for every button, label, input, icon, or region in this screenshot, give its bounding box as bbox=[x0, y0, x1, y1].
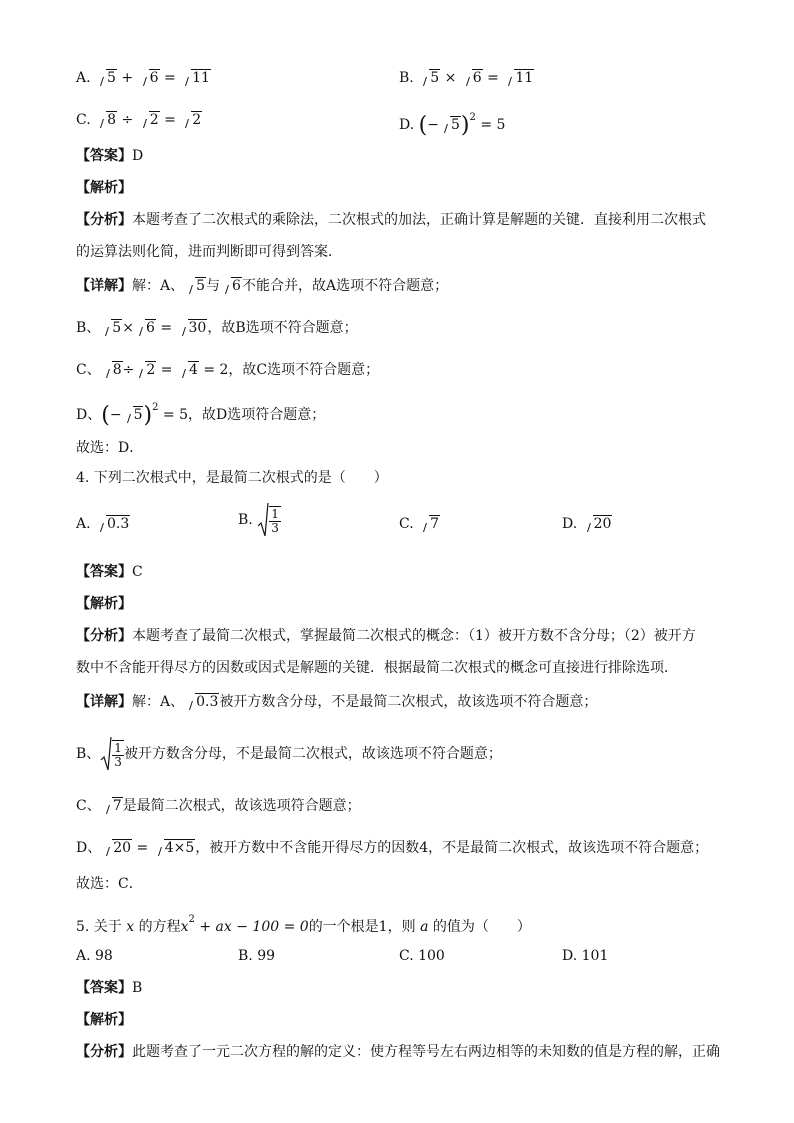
text: B、 bbox=[76, 746, 101, 762]
q4-xiangjie-d bbox=[76, 838, 708, 858]
fenxi-text: 本题考查了最简二次根式，掌握最简二次根式的概念：（1）被开方数不含分母；（2）被开方 bbox=[132, 628, 696, 644]
sqrt-icon bbox=[96, 515, 130, 532]
radicand: 20 bbox=[593, 516, 612, 532]
radicand: 20 bbox=[113, 840, 132, 856]
xiangjie-tag: 【详解】 bbox=[76, 278, 132, 294]
q3-conclusion: 故选：D． bbox=[76, 440, 144, 456]
q4-xiangjie-c bbox=[76, 796, 361, 816]
sqrt-icon bbox=[102, 361, 123, 378]
option-label: B. bbox=[399, 70, 414, 86]
sqrt-icon bbox=[139, 111, 160, 128]
q5-option-b: B. 99 bbox=[238, 948, 276, 964]
q4-options bbox=[0, 506, 794, 548]
radicand: 6 bbox=[232, 278, 241, 294]
radicand: 11 bbox=[515, 70, 534, 86]
text: B、 bbox=[76, 320, 101, 336]
q4-conclusion: 故选：C． bbox=[76, 876, 143, 892]
fenxi-tag: 【分析】 bbox=[76, 1044, 132, 1060]
sqrt-icon bbox=[185, 277, 206, 294]
sqrt-icon bbox=[462, 69, 483, 86]
fenxi-text: 此题考查了一元二次方程的解的定义：使方程等号左右两边相等的未知数的值是方程的解，正确 bbox=[132, 1044, 720, 1060]
result: = 5 bbox=[480, 117, 506, 133]
answer-tag: 【答案】 bbox=[76, 148, 132, 164]
text: 不能合并，故A选项不符合题意； bbox=[241, 278, 449, 294]
operator: = bbox=[164, 112, 176, 128]
operator: = bbox=[160, 362, 173, 378]
radicand: 6 bbox=[145, 320, 155, 336]
operator: = bbox=[160, 320, 173, 336]
sqrt-icon bbox=[178, 319, 208, 336]
q4-option-a bbox=[76, 514, 130, 534]
q5-option-a: A. 98 bbox=[76, 948, 113, 964]
sqrt-icon bbox=[100, 736, 124, 772]
q4-xiangjie-b bbox=[76, 734, 502, 774]
option-label: A. bbox=[76, 70, 91, 86]
radicand: 5 bbox=[107, 70, 116, 86]
result: = 2 bbox=[203, 362, 229, 378]
sqrt-icon bbox=[96, 69, 117, 86]
answer-tag: 【答案】 bbox=[76, 564, 132, 580]
q3-answer bbox=[76, 146, 143, 166]
fenxi-tag: 【分析】 bbox=[76, 628, 132, 644]
fenxi-tag: 【分析】 bbox=[76, 212, 132, 228]
answer-value: C bbox=[132, 564, 143, 580]
sqrt-icon bbox=[181, 69, 211, 86]
sqrt-icon bbox=[123, 406, 144, 423]
q3-fenxi-1 bbox=[76, 210, 706, 230]
variable: x bbox=[180, 919, 189, 935]
option-label: A. bbox=[76, 516, 91, 532]
operator: × bbox=[122, 320, 134, 336]
variable: x bbox=[126, 919, 135, 935]
sqrt-icon bbox=[419, 69, 440, 86]
q3-fenxi-2: 的运算法则化简，进而判断即可得到答案． bbox=[76, 244, 342, 260]
radicand: 6 bbox=[149, 70, 159, 86]
exponent: 2 bbox=[188, 914, 195, 925]
text: 的方程 bbox=[138, 919, 181, 935]
q5-analysis-tag: 【解析】 bbox=[76, 1012, 132, 1028]
sqrt-icon bbox=[181, 111, 202, 128]
text: D、 bbox=[76, 407, 102, 423]
q4-option-d bbox=[562, 514, 612, 534]
sqrt-sign-icon bbox=[100, 736, 112, 772]
q3-option-b bbox=[399, 68, 534, 88]
equation-rest: + ax − 100 = 0 bbox=[199, 919, 309, 935]
q4-analysis-tag: 【解析】 bbox=[76, 596, 132, 612]
operator: ÷ bbox=[121, 112, 134, 128]
radicand: 5 bbox=[196, 278, 206, 294]
sqrt-icon bbox=[178, 361, 199, 378]
sqrt-icon bbox=[135, 319, 156, 336]
text: 的值为（ ） bbox=[432, 919, 531, 935]
text: ，被开方数中不含能开得尽方的因数4，不是最简二次根式，故该选项不符合题意； bbox=[195, 840, 709, 856]
exponent: 2 bbox=[469, 112, 476, 123]
operator: − bbox=[109, 407, 122, 423]
radicand: 4 bbox=[188, 362, 198, 378]
text: 解：A、 bbox=[132, 694, 185, 710]
sqrt-icon bbox=[154, 839, 196, 856]
option-label: C. bbox=[76, 112, 91, 128]
text: C、 bbox=[76, 362, 101, 378]
q4-fenxi-1 bbox=[76, 626, 696, 646]
q5-options bbox=[0, 946, 794, 966]
text: 与 bbox=[206, 278, 221, 294]
text: ，故D选项符合题意； bbox=[188, 407, 326, 423]
radicand: 8 bbox=[112, 362, 122, 378]
q4-answer bbox=[76, 562, 143, 582]
radicand: 5 bbox=[133, 407, 143, 423]
radicand: 0.3 bbox=[196, 694, 219, 710]
text: 是最简二次根式，故该选项符合题意； bbox=[122, 798, 361, 814]
radicand: 7 bbox=[430, 516, 440, 532]
option-label: D. bbox=[399, 117, 415, 133]
option-label: B. bbox=[238, 512, 253, 528]
variable: a bbox=[420, 919, 429, 935]
q3-xiangjie-a bbox=[76, 276, 448, 296]
operator: + bbox=[121, 70, 134, 86]
radicand: 4×5 bbox=[164, 840, 195, 856]
q4-option-c bbox=[399, 514, 440, 534]
fenxi-text: 本题考查了二次根式的乘除法，二次根式的加法，正确计算是解题的关键．直接利用二次根式 bbox=[132, 212, 706, 228]
sqrt-icon bbox=[135, 361, 156, 378]
paren: ) bbox=[143, 403, 153, 428]
result: = 5 bbox=[162, 407, 188, 423]
paren: ( bbox=[418, 113, 428, 138]
numerator: 1 bbox=[271, 506, 279, 521]
q3-analysis-tag: 【解析】 bbox=[76, 180, 132, 196]
option-label: C. bbox=[399, 516, 414, 532]
operator: = bbox=[487, 70, 499, 86]
radicand: 2 bbox=[149, 112, 159, 128]
radicand: 8 bbox=[107, 112, 117, 128]
radicand: 5 bbox=[112, 320, 122, 336]
sqrt-icon bbox=[504, 69, 534, 86]
operator: = bbox=[163, 70, 176, 86]
sqrt-sign-icon bbox=[257, 502, 269, 538]
q4-xiangjie-a bbox=[76, 692, 597, 712]
sqrt-icon bbox=[583, 515, 613, 532]
paren: ( bbox=[101, 403, 110, 428]
q3-option-d bbox=[399, 108, 505, 136]
radicand: 11 bbox=[192, 70, 210, 86]
q5-answer bbox=[76, 978, 142, 998]
q5-stem bbox=[76, 910, 531, 937]
operator: ÷ bbox=[122, 362, 135, 378]
q3-option-c bbox=[76, 110, 202, 130]
q3-option-a bbox=[76, 68, 211, 88]
sqrt-icon bbox=[257, 502, 281, 538]
q4-fenxi-2: 数中不含能开得尽方的因数或因式是解题的关键．根据最简二次根式的概念可直接进行排除选项． bbox=[76, 660, 678, 676]
text: D、 bbox=[76, 840, 102, 856]
text: ，故C选项不符合题意； bbox=[228, 362, 380, 378]
xiangjie-tag: 【详解】 bbox=[76, 694, 132, 710]
q3-xiangjie-b bbox=[76, 318, 358, 338]
fraction bbox=[269, 506, 281, 535]
q5-fenxi-1 bbox=[76, 1042, 720, 1062]
text: 解：A、 bbox=[132, 278, 185, 294]
operator: = bbox=[136, 840, 149, 856]
radicand: 2 bbox=[192, 112, 202, 128]
radicand: 7 bbox=[112, 798, 122, 814]
q4-stem: 4. 下列二次根式中，是最简二次根式的是（ ） bbox=[76, 470, 388, 486]
fraction bbox=[112, 740, 124, 769]
sqrt-icon bbox=[102, 797, 123, 814]
sqrt-icon bbox=[102, 839, 132, 856]
text: ，故B选项不符合题意； bbox=[207, 320, 358, 336]
sqrt-icon bbox=[440, 116, 461, 133]
paren: ) bbox=[460, 113, 470, 138]
radicand: 0.3 bbox=[107, 516, 130, 532]
q3-xiangjie-c bbox=[76, 360, 379, 380]
sqrt-icon bbox=[419, 515, 440, 532]
q4-option-b bbox=[238, 502, 281, 538]
radicand: 5 bbox=[450, 117, 460, 133]
exponent: 2 bbox=[152, 402, 159, 413]
option-label: D. bbox=[562, 516, 578, 532]
text: 5. 关于 bbox=[76, 919, 122, 935]
sqrt-icon bbox=[139, 69, 160, 86]
text: C、 bbox=[76, 798, 101, 814]
sqrt-icon bbox=[221, 277, 242, 294]
operator: × bbox=[444, 70, 457, 86]
q5-option-d: D. 101 bbox=[562, 948, 609, 964]
text: 的一个根是1，则 bbox=[308, 919, 416, 935]
answer-tag: 【答案】 bbox=[76, 980, 132, 996]
denominator: 3 bbox=[114, 754, 122, 769]
numerator: 1 bbox=[114, 740, 122, 755]
answer-value: B bbox=[132, 980, 143, 996]
sqrt-icon bbox=[101, 319, 122, 336]
radicand: 30 bbox=[188, 320, 207, 336]
radicand: 6 bbox=[472, 70, 482, 86]
radicand: 2 bbox=[146, 362, 156, 378]
text: 被开方数含分母，不是最简二次根式，故该选项不符合题意； bbox=[219, 694, 598, 710]
sqrt-icon bbox=[96, 111, 117, 128]
radicand: 5 bbox=[430, 70, 440, 86]
text: 被开方数含分母，不是最简二次根式，故该选项不符合题意； bbox=[123, 746, 502, 762]
q3-xiangjie-d bbox=[76, 398, 325, 426]
denominator: 3 bbox=[271, 520, 279, 535]
operator: − bbox=[427, 117, 439, 133]
answer-value: D bbox=[132, 148, 144, 164]
q5-option-c: C. 100 bbox=[399, 948, 445, 964]
sqrt-icon bbox=[185, 693, 219, 710]
